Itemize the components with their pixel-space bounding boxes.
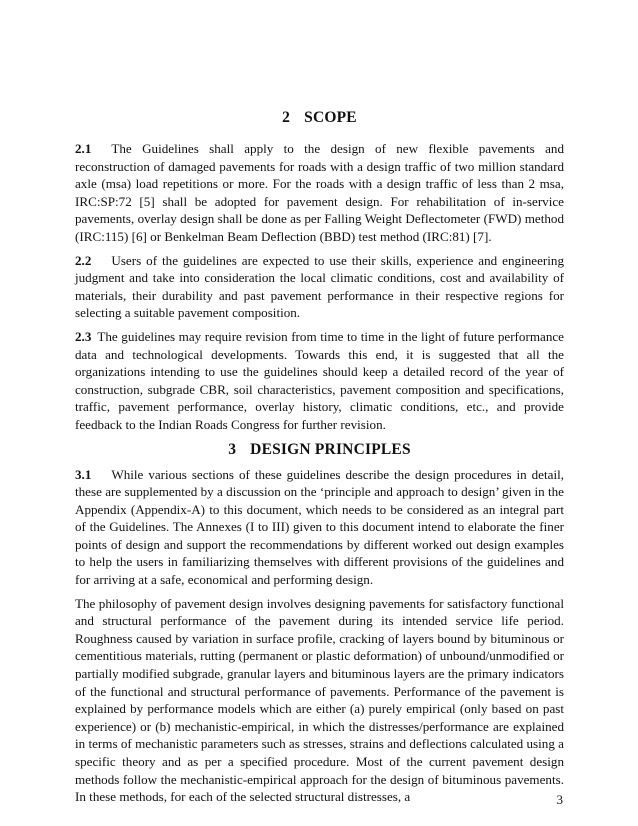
document-page bbox=[75, 108, 564, 812]
section-heading-design-principles bbox=[75, 440, 564, 460]
section-title: DESIGN PRINCIPLES bbox=[250, 440, 411, 458]
paragraph-number: 3.1 bbox=[75, 466, 92, 482]
paragraph-philosophy bbox=[75, 595, 564, 806]
paragraph-number: 2.2 bbox=[75, 252, 92, 268]
section-number: 3 bbox=[228, 440, 237, 458]
paragraph-text: The Guidelines shall apply to the design of new flexible pavements and reconstruction of damaged pavements for roads with a design traffic of two million standard axle (msa) load repetitions or more. For the roads with a design traffic of less than 2 msa, IRC:SP:72 [5] shall be adopted for pavement design. For rehabilitation of in-service pavements, overlay design shall be done as per Falling Weight Deflectometer (FWD) method (IRC:115) [6] or Benkelman Beam Deflection (BBD) test method (IRC:81) [7]. bbox=[75, 141, 564, 244]
page-number: 3 bbox=[556, 792, 563, 807]
section-number: 2 bbox=[282, 109, 291, 126]
paragraph-2-3 bbox=[75, 328, 564, 434]
paragraph-text: Users of the guidelines are expected to use their skills, experience and engineering judgment and take into consideration the local climatic conditions, cost and availability of materials, their durability and past pavement performance in their respective regions for selecting a suitable pavement composition. bbox=[75, 252, 564, 321]
paragraph-text: While various sections of these guidelines describe the design procedures in detail, these are supplemented by a discussion on the ‘principle and approach to design’ given in the Appendix (Appendix-A) to this document, which needs to be considered as an integral part of the Guidelines. The Annexes (I to III) given to this document intend to elaborate the finer points of design and support the recommendations by different worked out design examples to help the users in familiarizing themselves with different provisions of the guidelines and for arriving at a safe, economical and performing design. bbox=[75, 466, 564, 588]
paragraph-text: The guidelines may require revision from time to time in the light of future performance data and technological developments. Towards this end, it is suggested that all the organizations intending to use the guidelines should keep a detailed record of the year of construction, subgrade CBR, soil characteristics, pavement composition and specifications, traffic, pavement performance, overlay history, climatic conditions, etc., and provide feedback to the Indian Roads Congress for further revision. bbox=[75, 328, 564, 432]
paragraph-2-2 bbox=[75, 252, 564, 322]
paragraph-number: 2.1 bbox=[75, 141, 92, 156]
paragraph-number: 2.3 bbox=[75, 328, 92, 344]
paragraph-2-1 bbox=[75, 140, 564, 246]
section-heading-scope bbox=[75, 108, 564, 128]
section-title: SCOPE bbox=[304, 109, 357, 126]
paragraph-3-1 bbox=[75, 466, 564, 589]
paragraph-text: The philosophy of pavement design involves designing pavements for satisfactory functional and structural performance of the pavement during its intended service life period. Roughness caused by variation in surface profile, cracking of layers bound by bituminous or cementitious materials, rutting (permanent or plastic deformation) of unbound/unmodified or partially modified subgrade, granular layers and bituminous layers are the primary indicators of the functional and structural performance of pavements. Performance of the pavement is explained by performance models which are either (a) purely empirical (only based on past experience) or (b) mechanistic-empirical, in which the distresses/performance are explained in terms of mechanistic parameters such as stresses, strains and deflections calculated using a specific theory and as per a specified procedure. Most of the current pavement design methods follow the mechanistic-empirical approach for the design of bituminous pavements. In these methods, for each of the selected structural distresses, a bbox=[75, 595, 564, 805]
